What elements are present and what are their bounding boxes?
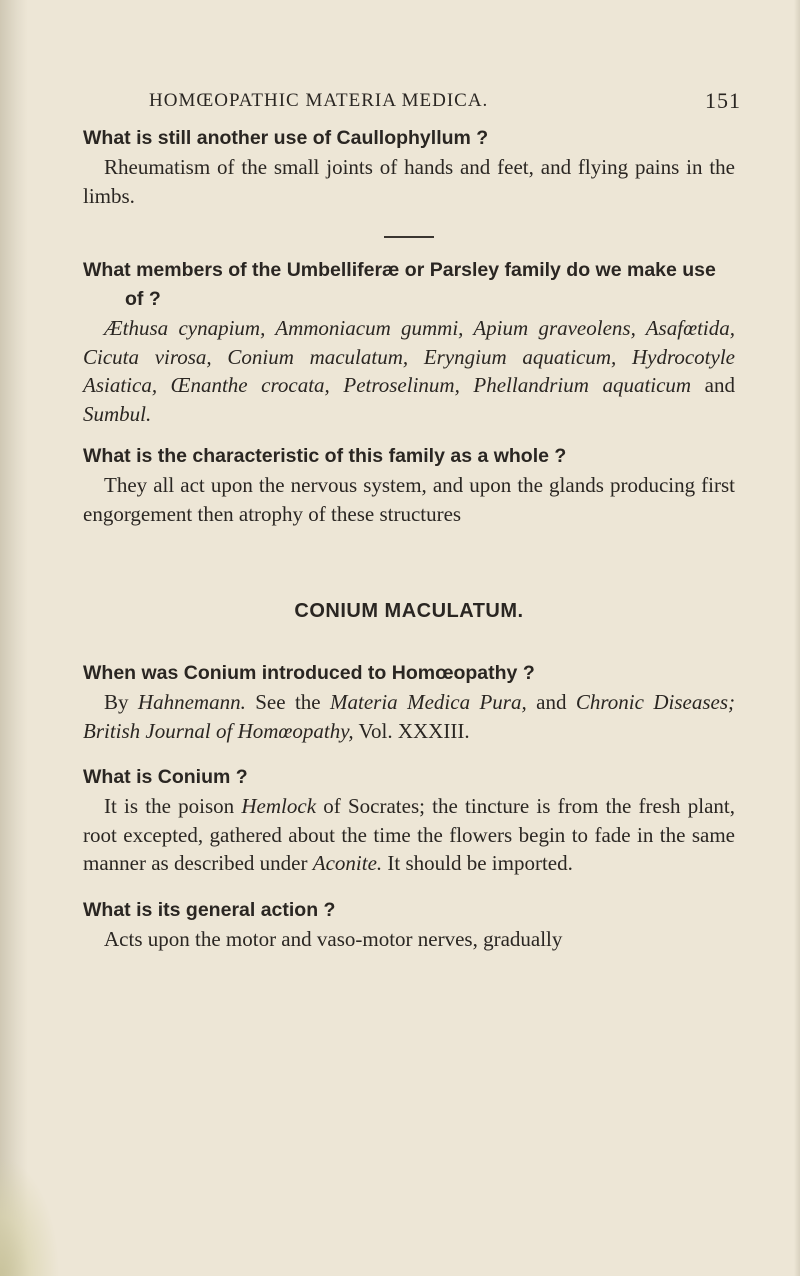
running-head	[83, 88, 741, 124]
answer-text: Vol. XXXIII.	[353, 718, 470, 743]
answer-text: It should be imported.	[382, 851, 573, 875]
answer-general-action: Acts upon the motor and vaso-motor nerves, gradually	[104, 926, 563, 951]
running-head-title: HOMŒOPATHIC MATERIA MEDICA.	[149, 90, 489, 111]
page-number: 151	[705, 88, 741, 113]
page-corner-stain	[0, 1156, 60, 1276]
answer-text: of Socrates; the tincture is from the fresh plant, root excepted, gathered about the time the flowers begin to fade in the same manner as described under	[83, 794, 735, 875]
answer-text: See the	[245, 690, 331, 714]
answer-italic-aconite: Aconite.	[312, 851, 383, 875]
question-caullophyllum-use: What is still another use of Caullophyllum ?	[83, 127, 489, 149]
answer-text: and	[526, 690, 576, 714]
umbelliferae-list: Æthusa cynapium, Ammoniacum gummi, Apium graveolens, Asafœtida, Cicuta virosa, Conium maculatum, Eryngium aquaticum, Hydrocotyle Asiatica, Œnanthe crocata, Petroselinum, Phellandrium aquaticum	[83, 316, 735, 397]
answer-family-characteristic: They all act upon the nervous system, and upon the glands producing first engorgement then atrophy of these structures	[83, 473, 735, 526]
answer-italic-chronic-diseases: Chronic Diseases; British Journal of Homœopathy,	[83, 690, 735, 743]
page-body	[83, 88, 741, 953]
answer-conium-introduced	[83, 688, 735, 745]
answer-italic-hahnemann: Hahnemann.	[137, 690, 246, 714]
umbelliferae-list-last: Sumbul.	[83, 401, 152, 426]
answer-text: By	[104, 690, 138, 714]
answer-italic-materia-medica: Materia Medica Pura,	[330, 690, 527, 714]
answer-caullophyllum-use: Rheumatism of the small joints of hands and feet, and flying pains in the limbs.	[83, 155, 735, 208]
question-conium-introduced: When was Conium introduced to Homœopathy ?	[83, 662, 535, 684]
answer-italic-hemlock: Hemlock	[241, 794, 317, 818]
answer-umbelliferae-members	[83, 314, 735, 428]
question-family-characteristic: What is the characteristic of this family as a whole ?	[83, 445, 567, 467]
answer-text: It is the poison	[104, 794, 242, 818]
question-umbelliferae-members: What members of the Umbelliferæ or Parsley family do we make use of ?	[83, 259, 716, 310]
umbelliferae-list-and: and	[691, 373, 735, 397]
question-general-action: What is its general action ?	[83, 898, 336, 921]
section-divider-rule	[384, 236, 434, 238]
answer-what-is-conium	[83, 792, 735, 878]
question-what-is-conium: What is Conium ?	[83, 766, 248, 788]
page-gutter-shadow	[0, 0, 28, 1276]
page-edge	[794, 0, 800, 1276]
section-heading-conium: CONIUM MACULATUM.	[294, 600, 524, 622]
